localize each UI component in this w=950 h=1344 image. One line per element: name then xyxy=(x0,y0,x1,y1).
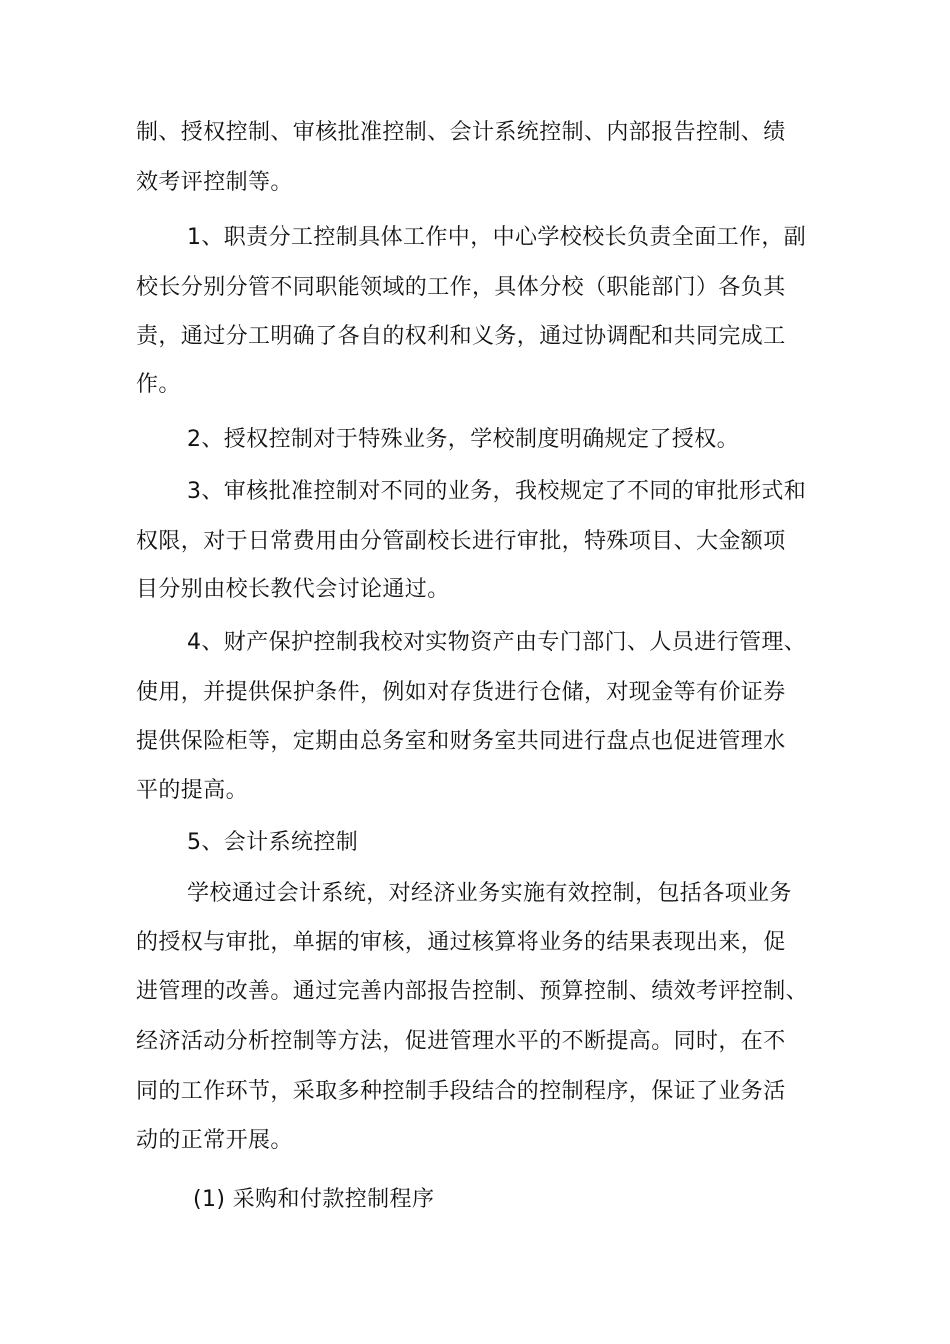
paragraph-heading-4: 4、财产保护控制我校对实物资产由专门部门、人员进行管理、 xyxy=(187,630,807,655)
text-line: 目分别由校长教代会讨论通过。 xyxy=(136,577,450,602)
text-line: 提供保险柜等，定期由总务室和财务室共同进行盘点也促进管理水 xyxy=(136,729,786,754)
paragraph-heading-1: 1、职责分工控制具体工作中，中心学校校长负责全面工作，副 xyxy=(187,225,807,250)
paragraph-heading-3: 3、审核批准控制对不同的业务，我校规定了不同的审批形式和 xyxy=(187,479,807,504)
text-line: 的授权与审批，单据的审核，通过核算将业务的结果表现出来，促 xyxy=(136,930,786,955)
section-heading-5: 5、会计系统控制 xyxy=(187,830,359,855)
text-line: 效考评控制等。 xyxy=(136,170,293,195)
text-line: 校长分别分管不同职能领域的工作，具体分校（职能部门）各负其 xyxy=(136,275,786,300)
text-line: 平的提高。 xyxy=(136,778,249,803)
text-line: 进管理的改善。通过完善内部报告控制、预算控制、绩效考评控制、 xyxy=(136,979,809,1004)
text-line: 制、授权控制、审核批准控制、会计系统控制、内部报告控制、绩 xyxy=(136,120,786,145)
text-line: 学校通过会计系统，对经济业务实施有效控制，包括各项业务 xyxy=(187,881,792,906)
text-line: 经济活动分析控制等方法，促进管理水平的不断提高。同时，在不 xyxy=(136,1029,786,1054)
text-line: 作。 xyxy=(136,372,181,397)
text-line: 同的工作环节，采取多种控制手段结合的控制程序，保证了业务活 xyxy=(136,1079,786,1104)
paragraph-heading-2: 2、授权控制对于特殊业务，学校制度明确规定了授权。 xyxy=(187,427,739,452)
text-line: 责，通过分工明确了各自的权利和义务，通过协调配和共同完成工 xyxy=(136,324,786,349)
text-line: 使用，并提供保护条件，例如对存货进行仓储，对现金等有价证券 xyxy=(136,680,786,705)
subsection-heading: (1) 采购和付款控制程序 xyxy=(193,1187,435,1212)
text-line: 动的正常开展。 xyxy=(136,1128,293,1153)
text-line: 权限，对于日常费用由分管副校长进行审批，特殊项目、大金额项 xyxy=(136,529,786,554)
